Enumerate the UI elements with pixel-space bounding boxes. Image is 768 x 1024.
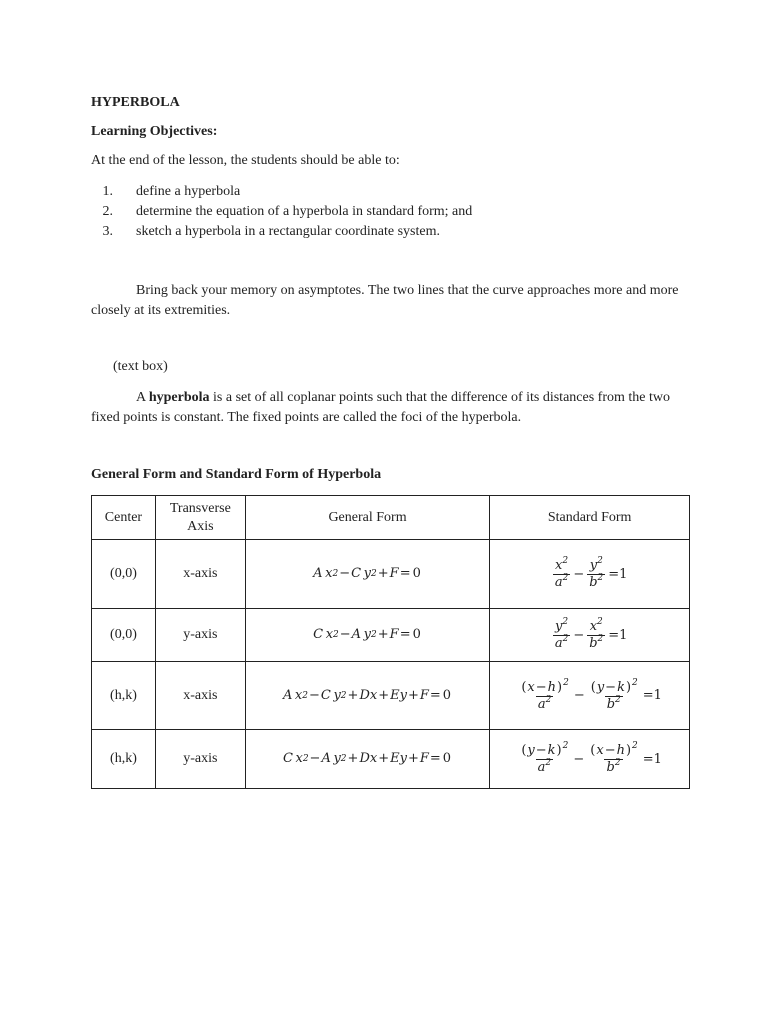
asymptotes-paragraph: Bring back your memory on asymptotes. The two lines that the curve approaches more and more closely at its extremities. <box>91 283 679 318</box>
definition-prefix: A <box>136 390 149 405</box>
list-number: 1. <box>102 184 113 199</box>
table-header-row <box>92 496 690 540</box>
cell-center: (h,k) <box>92 662 156 730</box>
header-standard-form: Standard Form <box>490 496 690 540</box>
standard-equation: $\frac{(x-h)^2}{a^2}$ − $\frac{(y-k)^2}{b^2}$ =1 <box>521 677 662 712</box>
cell-general-form <box>245 662 490 730</box>
definition-rest: is a set of all coplanar points such that the difference of its distances from the two fixed points is constant. The fixed points are called the foci of the hyperbola. <box>91 390 670 425</box>
definition-term: hyperbola <box>148 390 210 405</box>
list-text: determine the equation of a hyperbola in standard form; and <box>136 204 473 219</box>
cell-axis: x-axis <box>155 662 245 730</box>
header-center: Center <box>92 496 156 540</box>
hyperbola-forms-table <box>91 495 690 789</box>
table-row <box>92 730 690 789</box>
header-transverse-axis: Transverse Axis <box>155 496 245 540</box>
header-general-form: General Form <box>245 496 490 540</box>
standard-equation: $\frac{x^2}{a^2}$ − $\frac{y^2}{b^2}$ =1 <box>554 556 628 590</box>
cell-center: (0,0) <box>92 609 156 662</box>
text-box-placeholder: (text box) <box>113 359 168 374</box>
definition-paragraph <box>91 388 691 428</box>
cell-general-form <box>245 540 490 609</box>
list-item <box>91 222 472 242</box>
objectives-heading: Learning Objectives: <box>91 124 218 139</box>
list-text: define a hyperbola <box>136 184 241 199</box>
cell-standard-form <box>490 540 690 609</box>
list-text: sketch a hyperbola in a rectangular coordinate system. <box>136 224 440 239</box>
intro-text: At the end of the lesson, the students should be able to: <box>91 153 400 168</box>
list-item <box>91 182 472 202</box>
cell-general-form <box>245 609 490 662</box>
objectives-list <box>91 182 472 242</box>
cell-axis: y-axis <box>155 609 245 662</box>
cell-axis: y-axis <box>155 730 245 789</box>
general-equation: C x 2 − A y 2 + F = 0 <box>313 627 421 642</box>
cell-standard-form <box>490 730 690 789</box>
general-equation: C x 2 − A y 2 + Dx + Ey + F = 0 <box>282 751 452 766</box>
general-equation: A x 2 − C y 2 + Dx + Ey + F = 0 <box>282 687 452 703</box>
cell-standard-form <box>490 662 690 730</box>
table-row <box>92 609 690 662</box>
cell-center: (0,0) <box>92 540 156 609</box>
cell-standard-form <box>490 609 690 662</box>
list-number: 2. <box>102 204 113 219</box>
list-number: 3. <box>102 224 113 239</box>
cell-center: (h,k) <box>92 730 156 789</box>
standard-equation: $\frac{(y-k)^2}{a^2}$ − $\frac{(x-h)^2}{b^2}$ =1 <box>521 741 662 775</box>
table-title: General Form and Standard Form of Hyperbola <box>91 467 382 482</box>
list-item <box>91 202 472 222</box>
page-title: HYPERBOLA <box>91 95 180 110</box>
cell-axis: x-axis <box>155 540 245 609</box>
table-row <box>92 662 690 730</box>
standard-equation: $\frac{y^2}{a^2}$ − $\frac{x^2}{b^2}$ =1 <box>554 617 628 651</box>
cell-general-form <box>245 730 490 789</box>
table-row <box>92 540 690 609</box>
general-equation: A x 2 − C y 2 + F = 0 <box>313 566 421 581</box>
